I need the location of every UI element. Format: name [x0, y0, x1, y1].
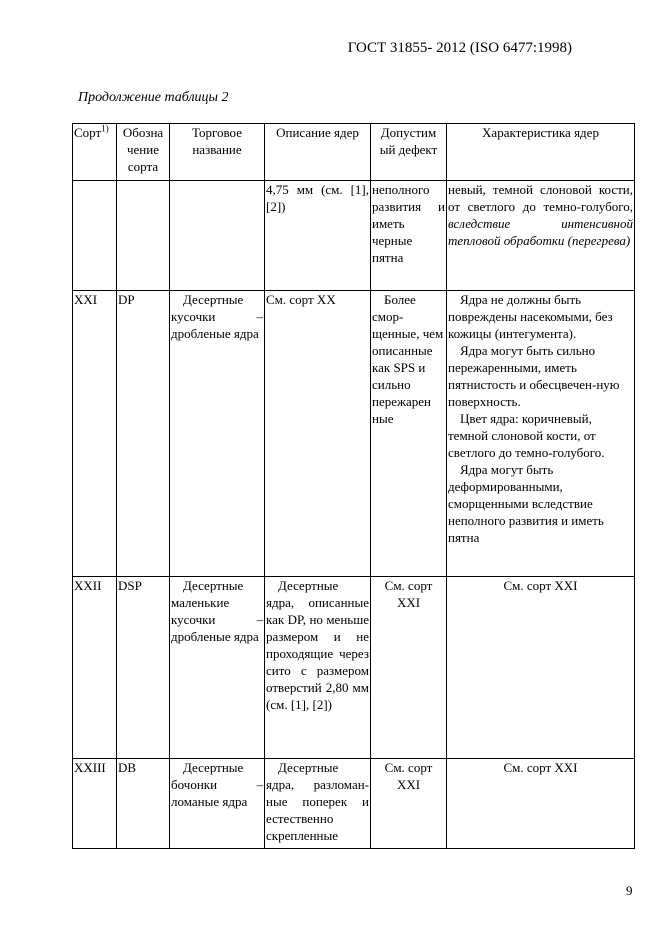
footnote-mark: 1): [101, 123, 109, 134]
col-header-code: Обозна чение сорта: [117, 124, 170, 181]
col-header-description: Описание ядер: [265, 124, 371, 181]
standard-header: ГОСТ 31855- 2012 (ISO 6477:1998): [347, 40, 572, 56]
cell-defect: См. сорт XXI: [371, 577, 447, 759]
col-header-trade-name: Торговое название: [170, 124, 265, 181]
cell-code: DP: [117, 291, 170, 577]
cell-trade-name: Десертные маленькие кусочки – дробленые ядра: [170, 577, 265, 759]
col-header-sort: Сорт$^{1)}$: [73, 124, 117, 181]
table-row-xxi: [73, 291, 635, 577]
cell-defect: См. сорт XXI: [371, 759, 447, 849]
col-header-characteristic: Характеристика ядер: [447, 124, 635, 181]
characteristic-paragraph: Цвет ядра: коричневый, темной слоновой кости, от светлого до темно-голубого.: [448, 411, 605, 460]
cell-characteristic: [447, 291, 635, 577]
cell-description: 4,75 мм (см. [1], [2]): [265, 181, 371, 291]
cell-description: См. сорт XX: [265, 291, 371, 577]
cell-defect: Более смор-щенные, чем описанные как SPS и сильно пережарен ные: [371, 291, 447, 577]
cell-code: DB: [117, 759, 170, 849]
cell-characteristic: См. сорт XXI: [447, 759, 635, 849]
table-row-continuation: [73, 181, 635, 291]
cell-trade-name: Десертные кусочки – дробленые ядра: [170, 291, 265, 577]
cell-defect: неполного развития и иметь черные пятна: [371, 181, 447, 291]
table-row-xxii: [73, 577, 635, 759]
table-header-row: [73, 124, 635, 181]
col-header-defect: Допустим ый дефект: [371, 124, 447, 181]
characteristic-text: невый, темной слоновой кости, от светлого до темно-голубого,: [448, 182, 633, 214]
table-row-xxiii: [73, 759, 635, 849]
cell-code: [117, 181, 170, 291]
cell-sort: XXIII: [73, 759, 117, 849]
page-number: 9: [626, 883, 633, 898]
characteristic-paragraph: Ядра не должны быть повреждены насекомыми, без кожицы (интегумента).: [448, 292, 613, 341]
cell-characteristic: [447, 181, 635, 291]
characteristic-italic-text: вследствие интенсивной тепловой обработки (перегрева): [448, 216, 633, 248]
cell-sort: XXII: [73, 577, 117, 759]
grades-table: [72, 123, 635, 849]
cell-code: DSP: [117, 577, 170, 759]
cell-description: Десертные ядра, разломан-ные поперек и естественно скрепленные: [265, 759, 371, 849]
characteristic-paragraph: Ядра могут быть деформированными, сморщенными вследствие неполного развития и иметь пятна: [448, 462, 604, 545]
table-caption: Продолжение таблицы 2: [78, 90, 229, 105]
cell-description: Десертные ядра, описанные как DP, но меньше размером и не проходящие через сито с размером отверстий 2,80 мм (см. [1], [2]): [265, 577, 371, 759]
characteristic-paragraph: Ядра могут быть сильно пережаренными, иметь пятнистость и обесцвечен-ную поверхность.: [448, 343, 620, 409]
cell-sort: [73, 181, 117, 291]
cell-characteristic: См. сорт XXI: [447, 577, 635, 759]
cell-trade-name: [170, 181, 265, 291]
cell-trade-name: Десертные бочонки – ломаные ядра: [170, 759, 265, 849]
cell-sort: XXI: [73, 291, 117, 577]
